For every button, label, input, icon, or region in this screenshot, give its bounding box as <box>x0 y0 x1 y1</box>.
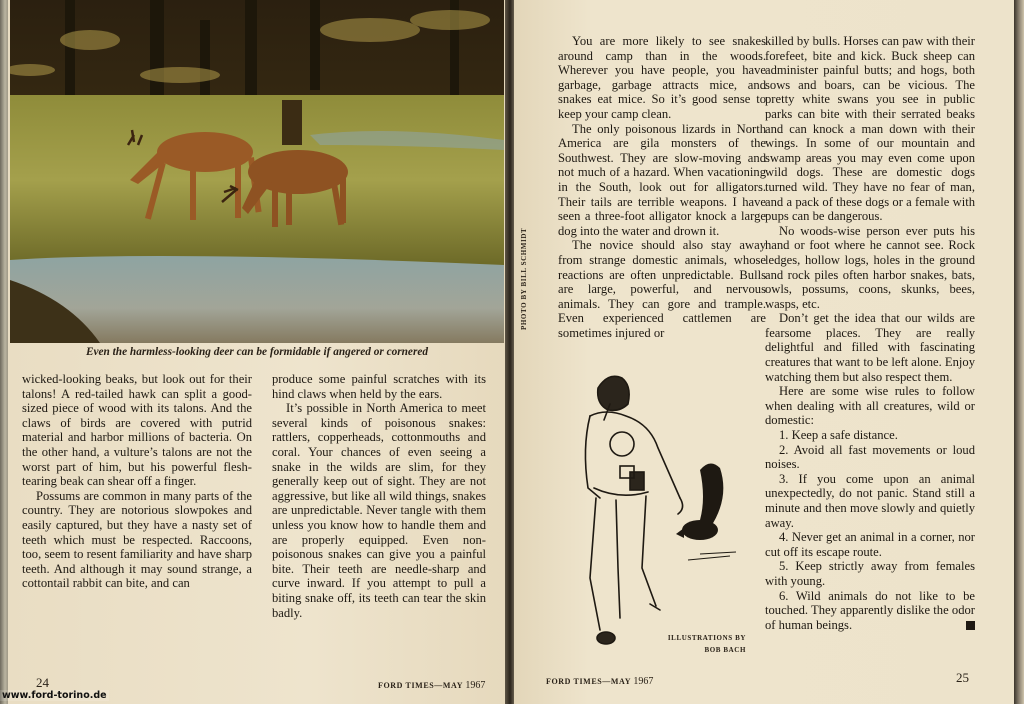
page-number: 25 <box>956 670 969 685</box>
right-column-1 <box>558 34 766 340</box>
paragraph: wicked-looking beaks, but look out for their talons! A red-tailed hawk can split a good-sized piece of wood with its talons. And the claws of birds are covered with putrid material and harbor millions of bacteria. On the other hand, a vulture’s talons are not the worst part of him, but his powerful flesh-tearing beak can shear off a finger. <box>22 372 252 489</box>
masthead-year: 1967 <box>633 676 654 687</box>
page-25 <box>514 0 1014 704</box>
left-column-1 <box>22 372 252 591</box>
girl-and-skunk-illustration <box>560 368 740 650</box>
paragraph: No woods-wise person ever puts his hand or foot where he cannot see. Rock ledges, hollow logs, holes in the ground and rock piles often harbor snakes, bats, owls, possums, coons, skunks, bees, wasps, etc. <box>765 223 975 311</box>
page-number: 24 <box>36 675 49 690</box>
deer-photo <box>10 0 504 343</box>
rule-item: 3. If you come upon an animal unexpectedly, do not panic. Stand still a minute and then move slowly and quietly away. <box>765 471 975 530</box>
paragraph: The only poisonous lizards in North America are gila monsters of the Southwest. They are slow-moving and not much of a hazard. When vacationing in the South, look out for alligators. Their tails are terrible weapons. I have seen a three-foot alligator knock a large dog into the water and drown it. <box>558 121 766 238</box>
deer-photo-image <box>10 0 504 343</box>
rule-item: 2. Avoid all fast movements or loud noises. <box>765 442 975 472</box>
photo-credit: PHOTO BY BILL SCHMIDT <box>520 227 528 330</box>
masthead-footer <box>378 680 485 691</box>
binding-edge-right <box>1014 0 1024 704</box>
watermark: www.ford-torino.de <box>2 690 107 701</box>
rule-item <box>765 589 975 633</box>
paragraph: Don’t get the idea that our wilds are fearsome places. They are really delightful and filled with fascinating creatures that want to be left alone. Enjoy watching them but also respect them. <box>765 311 975 384</box>
end-mark-icon <box>966 621 975 630</box>
paragraph: Possums are common in many parts of the country. They are notorious slowpokes and easily captured, but they have a nasty set of teeth which must be respected. Raccoons, too, seem to resent familiarity and have sharp teeth. And although it may sound strange, a cottontail rabbit can bite, and can <box>22 488 252 591</box>
left-column-2 <box>272 372 486 620</box>
masthead-title: FORD TIMES—MAY <box>546 677 631 686</box>
illustration-credit <box>654 632 746 656</box>
rule-item-text: 6. Wild animals do not like to be touched. They apparently dislike the odor of human beings. <box>765 588 975 632</box>
masthead-year: 1967 <box>465 680 486 691</box>
paragraph: It’s possible in North America to meet several kinds of poisonous snakes: rattlers, copperheads, cottonmouths and coral. Your chances of even seeing a snake in the wilds are slim, for they generally keep out of sight. They are not aggressive, but like all wild things, snakes are unpredictable. Never tangle with them unless you know how to handle them and are properly equipped. Even non-poisonous snakes can give you a painful bite. Their teeth are needle-sharp and curve inward. If you attempt to pull a biting snake off, its teeth can tear the skin badly. <box>272 401 486 620</box>
right-column-2 <box>765 34 975 632</box>
paragraph: The novice should also stay away from strange domestic animals, whose reactions are often unpredictable. Bulls are large, powerful, and nervous animals. They can gore and trample. Even experienced cattlemen are sometimes injured or <box>558 238 766 340</box>
paragraph: killed by bulls. Horses can paw with their forefeet, bite and kick. Buck sheep can administer painful butts; and hogs, both sows and boars, can be vicious. The pretty white swans you see in public parks can bite with their serrated beaks and can knock a man down with their wings. In some of our mountain and swamp areas you may even come upon wild dogs. These are domestic dogs turned wild. They have no fear of man, and a pack of these dogs or a female with pups can be dangerous. <box>765 34 975 224</box>
rule-item: 4. Never get an animal in a corner, nor cut off its escape route. <box>765 530 975 559</box>
masthead-title: FORD TIMES—MAY <box>378 681 463 690</box>
illustration-credit-line1: ILLUSTRATIONS BY <box>667 634 746 642</box>
rule-item: 1. Keep a safe distance. <box>779 428 898 443</box>
paragraph: Here are some wise rules to follow when dealing with all creatures, wild or domestic: <box>765 384 975 428</box>
photo-caption: Even the harmless-looking deer can be formidable if angered or cornered <box>85 346 429 358</box>
paragraph: You are more likely to see snakes around camp than in the woods. Wherever you have people, you have garbage, garbage attracts mice, and snakes eat mice. So it’s good sense to keep your camp clean. <box>558 34 766 121</box>
illustration-credit-line2: BOB BACH <box>704 646 746 654</box>
page-24 <box>8 0 506 704</box>
rule-item: 5. Keep strictly away from females with young. <box>765 559 975 588</box>
masthead-footer <box>546 676 653 687</box>
paragraph: produce some painful scratches with its hind claws when held by the ears. <box>272 372 486 401</box>
